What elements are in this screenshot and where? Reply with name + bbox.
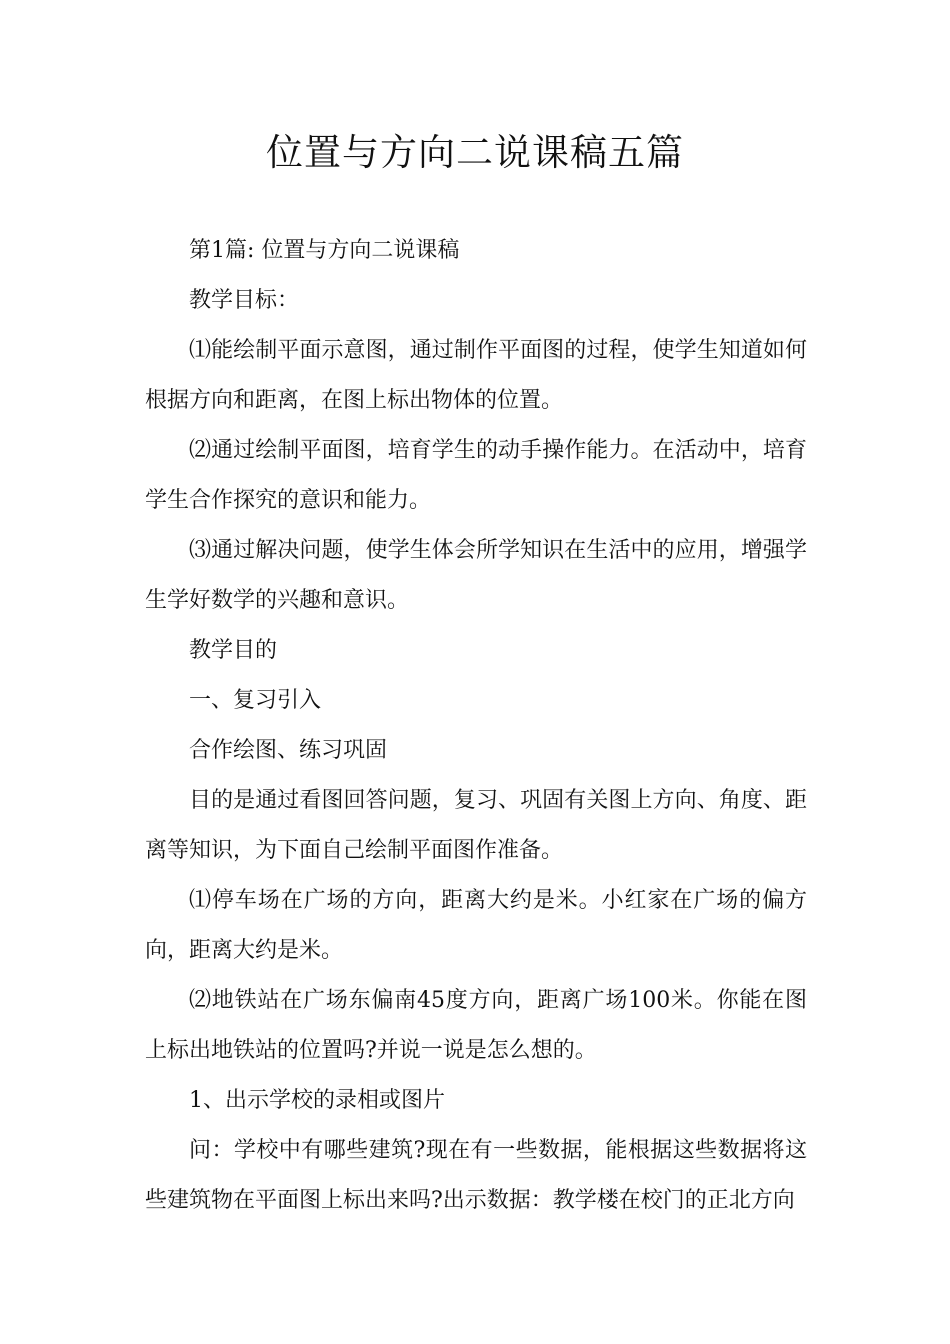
paragraph: 合作绘图、练习巩固 [189,738,388,763]
document-title: 位置与方向二说课稿五篇 [266,131,684,174]
paragraph: 目的是通过看图回答问题，复习、巩固有关图上方向、角度、距离等知识，为下面自己绘制平面图作准备。 [145,788,807,863]
paragraph: ⑶通过解决问题，使学生体会所学知识在生活中的应用，增强学生学好数学的兴趣和意识。 [145,538,807,613]
paragraph: ⑴停车场在广场的方向，距离大约是米。小红家在广场的偏方向，距离大约是米。 [145,888,807,963]
section-heading: 第1篇: 位置与方向二说课稿 [189,238,460,263]
document-body [145,226,807,1226]
paragraph: 一、复习引入 [189,688,322,713]
paragraph: ⑵通过绘制平面图，培育学生的动手操作能力。在活动中，培育学生合作探究的意识和能力。 [145,438,807,513]
paragraph: 问：学校中有哪些建筑?现在有一些数据，能根据这些数据将这些建筑物在平面图上标出来吗?出示数据：教学楼在校门的正北方向 [145,1138,807,1213]
paragraph: 教学目的 [189,638,278,663]
paragraph: ⑵地铁站在广场东偏南45度方向，距离广场100米。你能在图上标出地铁站的位置吗?并说一说是怎么想的。 [145,988,807,1063]
paragraph: ⑴能绘制平面示意图，通过制作平面图的过程，使学生知道如何根据方向和距离，在图上标出物体的位置。 [145,338,807,413]
paragraph: 1、出示学校的录相或图片 [189,1088,445,1113]
paragraph: 教学目标： [189,288,300,313]
